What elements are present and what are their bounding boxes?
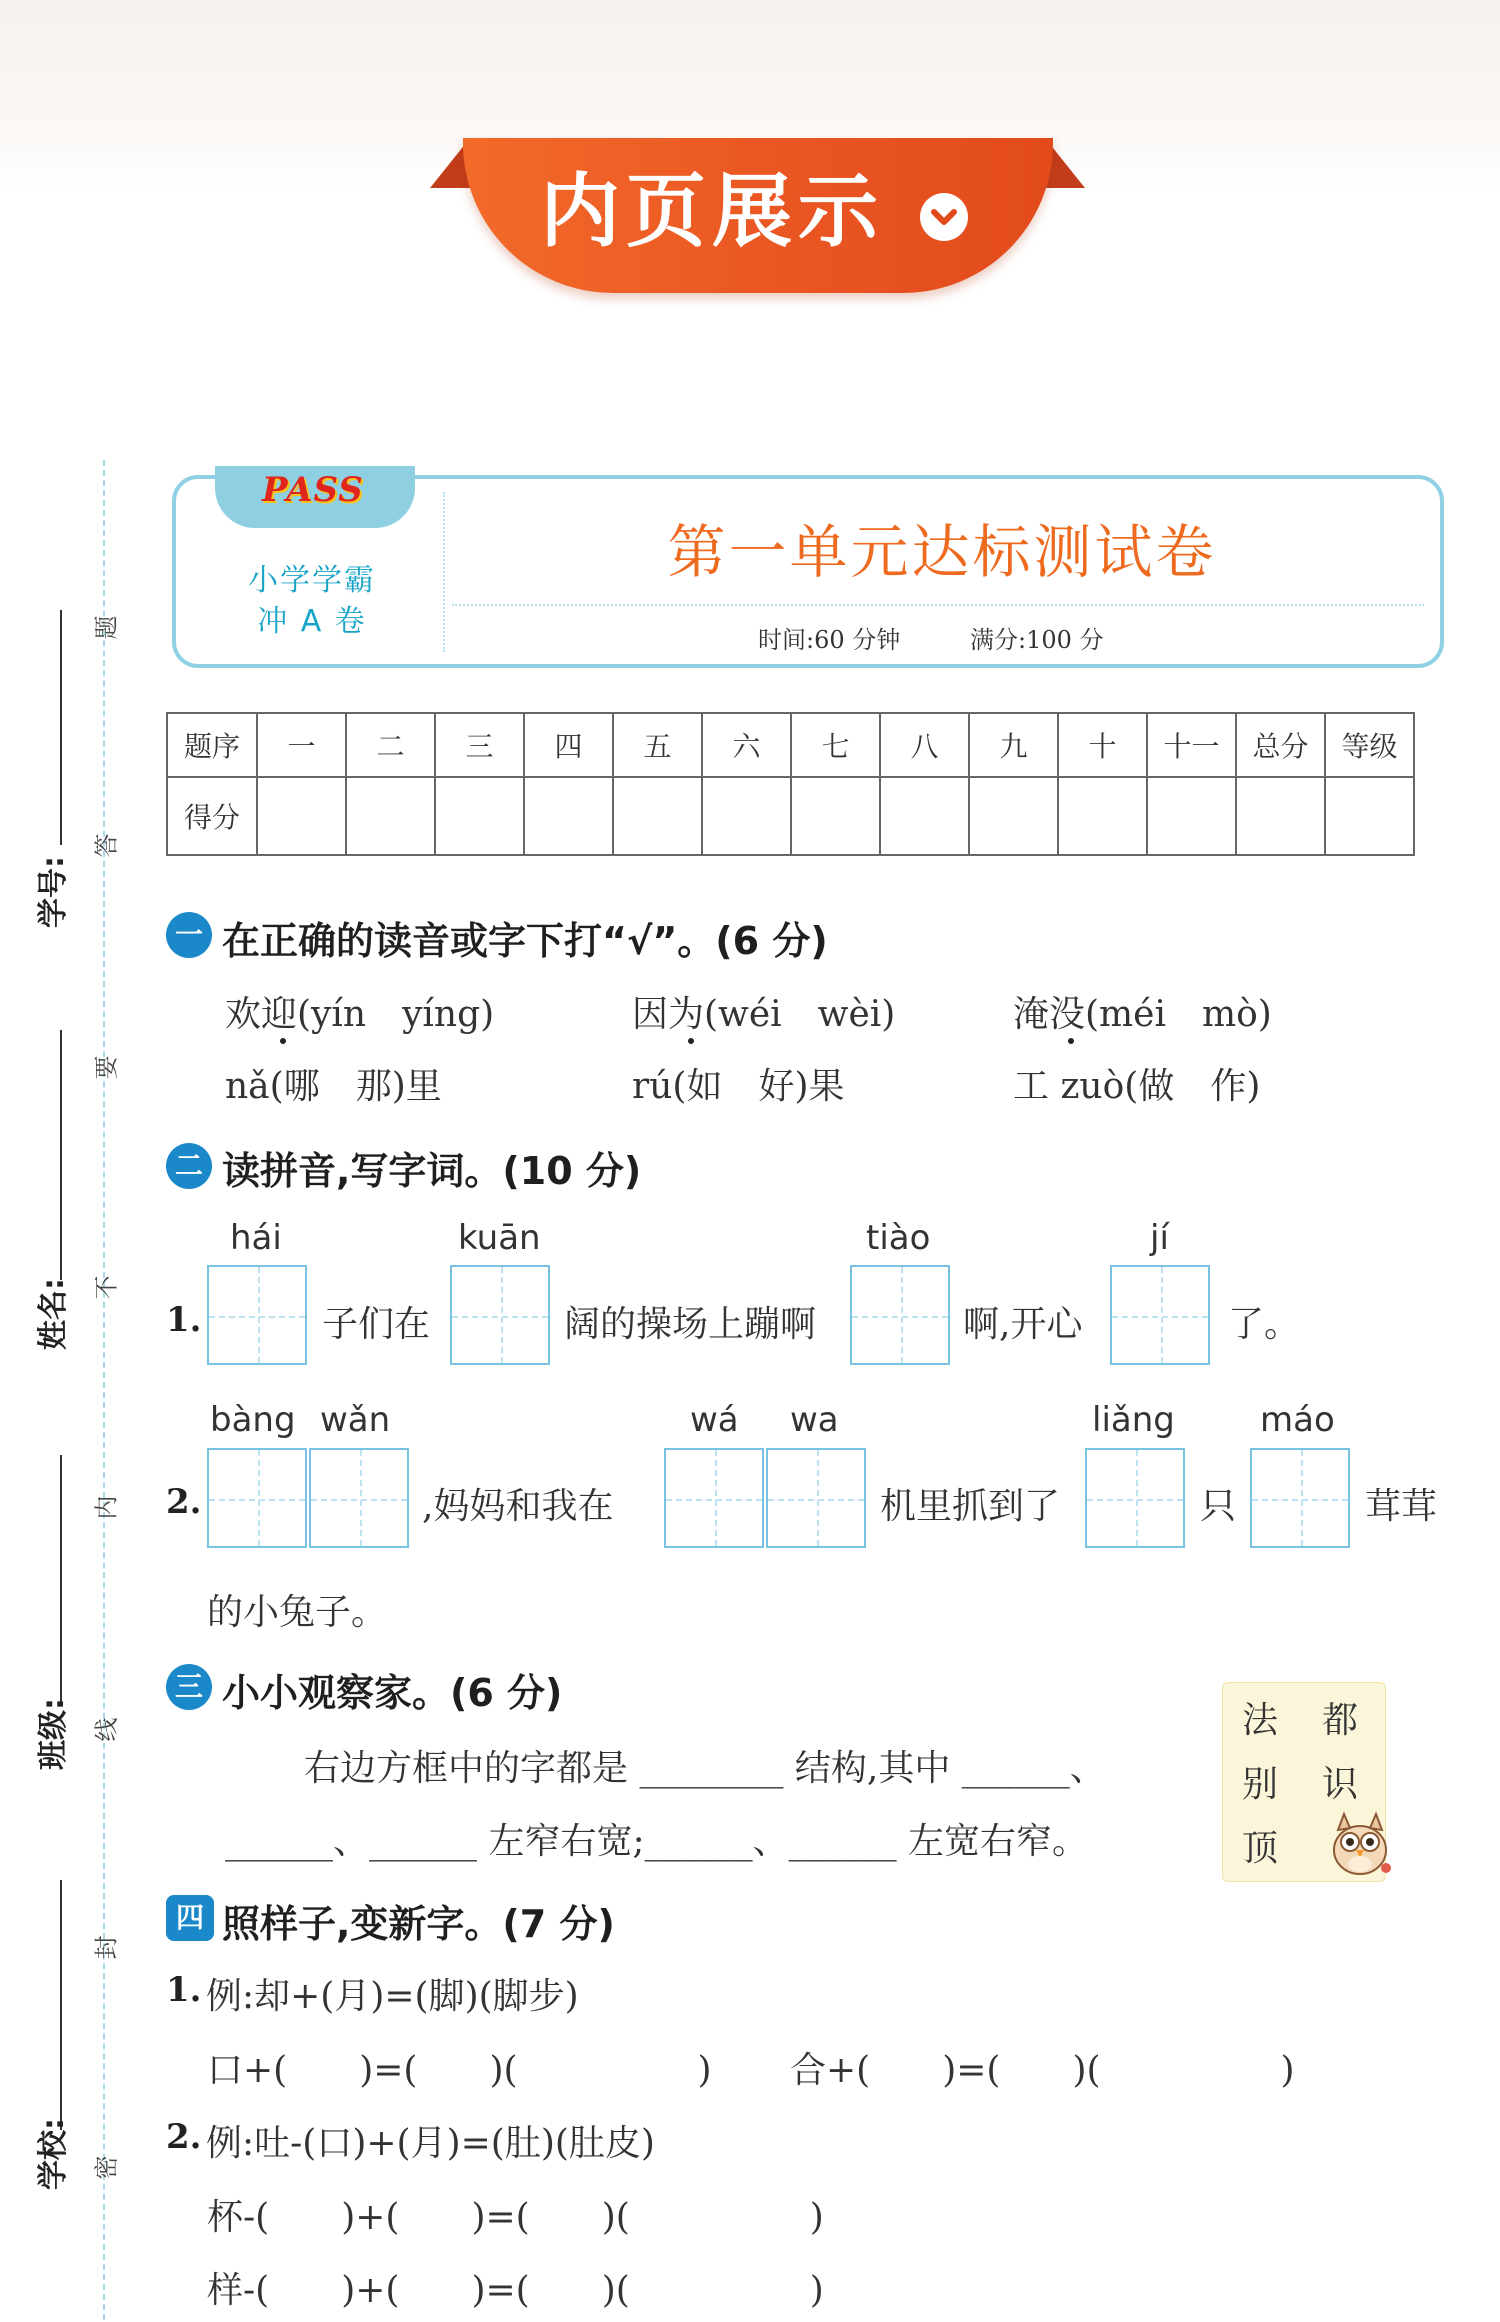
header-dotted-rule (452, 604, 1424, 606)
s4-blank-line: 口+( )=( )( ) (207, 2050, 712, 2091)
score-cell[interactable] (791, 777, 880, 855)
s3-line: 右边方框中的字都是 ________ 结构,其中 ______、 (304, 1748, 1106, 1789)
section-2-badge: 二 (166, 1143, 212, 1189)
id-blank-line (60, 610, 62, 845)
s4-blank-line: 合+( )=( )( ) (790, 2050, 1295, 2091)
pinyin: wǎn (320, 1400, 391, 1440)
chevron-down-icon (920, 193, 968, 241)
banner-title: 内页展示 (540, 165, 884, 258)
score-cell[interactable] (969, 777, 1058, 855)
answer-box[interactable] (207, 1265, 307, 1365)
score-table (166, 712, 1415, 856)
class-label: 班级: (36, 1698, 71, 1770)
seal-char: 要 (92, 1055, 121, 1080)
emphasis-dot (688, 1038, 694, 1044)
table-header-cell: 四 (524, 713, 613, 777)
score-cell[interactable] (1147, 777, 1236, 855)
question-number: 1. (166, 1300, 202, 1340)
table-header-cell: 八 (880, 713, 969, 777)
answer-box[interactable] (1110, 1265, 1210, 1365)
table-header-cell: 十一 (1147, 713, 1236, 777)
section-1-badge: 一 (166, 912, 212, 958)
s2-q2-text: ,妈妈和我在 (422, 1486, 614, 1527)
table-row-label: 得分 (167, 777, 257, 855)
s2-q2-text: 茸茸 (1365, 1486, 1438, 1527)
seal-char: 密 (92, 2155, 121, 2180)
note-char: 别 (1242, 1764, 1279, 1805)
table-header-cell: 题序 (167, 713, 257, 777)
score-cell[interactable] (1325, 777, 1414, 855)
answer-box[interactable] (207, 1448, 307, 1548)
table-header-cell: 九 (969, 713, 1058, 777)
score-cell[interactable] (613, 777, 702, 855)
answer-box[interactable] (1250, 1448, 1350, 1548)
table-header-cell: 等级 (1325, 713, 1414, 777)
s1-item: 工 zuò(做 作) (1013, 1066, 1261, 1107)
exam-title: 第一单元达标测试卷 (667, 518, 1217, 586)
table-header-cell: 十 (1058, 713, 1147, 777)
section-3-badge: 三 (166, 1664, 212, 1710)
pinyin: jí (1150, 1218, 1169, 1258)
table-header-cell: 二 (346, 713, 435, 777)
note-char: 识 (1322, 1764, 1359, 1805)
score-cell[interactable] (257, 777, 346, 855)
s2-q2-text: 机里抓到了 (880, 1486, 1061, 1527)
s2-q1-text: 了。 (1228, 1304, 1301, 1345)
pinyin: máo (1260, 1400, 1335, 1440)
answer-box[interactable] (450, 1265, 550, 1365)
score-cell[interactable] (1058, 777, 1147, 855)
section-1-title: 在正确的读音或字下打“√”。(6 分) (222, 919, 828, 963)
table-header-cell: 五 (613, 713, 702, 777)
s1-item: 欢迎(yín yíng) (225, 994, 495, 1035)
s2-q2-text: 的小兔子。 (207, 1592, 388, 1633)
seal-char: 封 (92, 1935, 121, 1960)
school-blank-line (60, 1880, 62, 2130)
s2-q1-text: 啊,开心 (963, 1304, 1083, 1345)
note-char: 法 (1242, 1700, 1279, 1741)
section-3-title: 小小观察家。(6 分) (222, 1671, 563, 1715)
pinyin: bàng (210, 1400, 296, 1440)
pinyin: tiào (866, 1218, 931, 1258)
question-number: 1. (166, 1970, 202, 2010)
table-header-cell: 六 (702, 713, 791, 777)
pinyin: kuān (458, 1218, 541, 1258)
question-number: 2. (166, 1482, 202, 1522)
table-header-cell: 三 (435, 713, 524, 777)
s1-item: 因为(wéi wèi) (632, 994, 896, 1035)
section-2-title: 读拼音,写字词。(10 分) (222, 1149, 642, 1193)
seal-char: 线 (92, 1717, 121, 1742)
s2-q2-text: 只 (1200, 1486, 1237, 1527)
note-char: 都 (1322, 1700, 1359, 1741)
s1-item: 淹没(méi mò) (1013, 994, 1272, 1035)
owl-icon (1320, 1808, 1400, 1878)
question-number: 2. (166, 2117, 202, 2157)
s2-q1-text: 阔的操场上蹦啊 (564, 1304, 817, 1345)
series-name: 小学学霸 (248, 563, 376, 598)
seal-char: 答 (92, 833, 121, 858)
binding-dashed-line (103, 460, 105, 2320)
s4-example: 例:吐-(口)+(月)=(肚)(肚皮) (206, 2123, 655, 2164)
exam-time: 时间:60 分钟 (758, 626, 901, 654)
s1-item: rú(如 好)果 (632, 1066, 845, 1107)
section-4-title: 照样子,变新字。(7 分) (222, 1902, 615, 1946)
exam-full-score: 满分:100 分 (970, 626, 1104, 654)
pinyin: hái (230, 1218, 282, 1258)
emphasis-dot (280, 1038, 286, 1044)
answer-box[interactable] (1085, 1448, 1185, 1548)
s3-line: ______、______ 左窄右宽;______、______ 左宽右窄。 (225, 1821, 1089, 1862)
s4-blank-line: 样-( )+( )=( )( ) (207, 2270, 824, 2311)
student-id-label: 学号: (36, 856, 71, 928)
answer-box[interactable] (664, 1448, 764, 1548)
table-header-cell: 七 (791, 713, 880, 777)
score-cell[interactable] (435, 777, 524, 855)
s4-example: 例:却+(月)=(脚)(脚步) (206, 1976, 579, 2017)
pinyin: wa (790, 1400, 839, 1440)
name-blank-line (60, 1030, 62, 1280)
answer-box[interactable] (766, 1448, 866, 1548)
table-header-cell: 一 (257, 713, 346, 777)
seal-char: 题 (92, 615, 121, 640)
seal-char: 不 (92, 1275, 121, 1300)
table-header-cell: 总分 (1236, 713, 1325, 777)
series-subtitle: 冲 A 卷 (257, 604, 367, 639)
s2-q1-text: 子们在 (322, 1304, 431, 1345)
score-cell[interactable] (880, 777, 969, 855)
school-label: 学校: (36, 2118, 71, 2190)
pinyin: liǎng (1092, 1400, 1175, 1440)
score-cell[interactable] (524, 777, 613, 855)
score-cell[interactable] (1236, 777, 1325, 855)
score-cell[interactable] (346, 777, 435, 855)
pass-logo: PASS (262, 470, 364, 510)
emphasis-dot (1068, 1038, 1074, 1044)
class-blank-line (60, 1455, 62, 1705)
s4-blank-line: 杯-( )+( )=( )( ) (207, 2197, 824, 2238)
student-name-label: 姓名: (36, 1278, 71, 1350)
pinyin: wá (690, 1400, 739, 1440)
answer-box[interactable] (850, 1265, 950, 1365)
section-4-badge: 四 (166, 1895, 214, 1941)
seal-char: 内 (92, 1495, 121, 1520)
header-divider (443, 492, 445, 652)
note-char: 顶 (1242, 1828, 1279, 1869)
answer-box[interactable] (309, 1448, 409, 1548)
score-cell[interactable] (702, 777, 791, 855)
s1-item: nǎ(哪 那)里 (225, 1066, 442, 1107)
